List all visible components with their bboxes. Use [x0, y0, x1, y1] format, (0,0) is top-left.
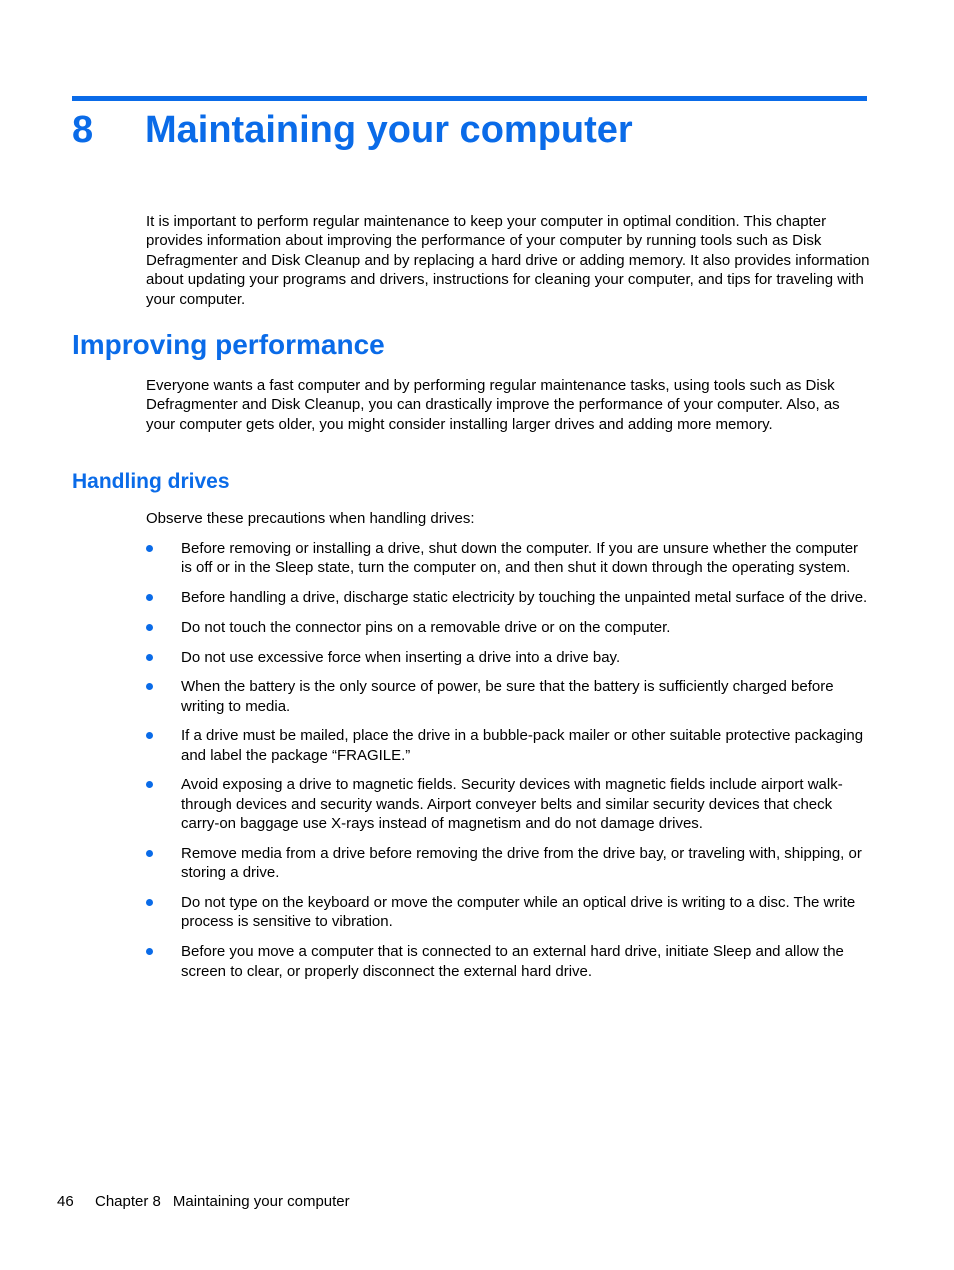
bullet-icon — [146, 683, 153, 690]
list-item — [146, 539, 870, 578]
bullet-icon — [146, 948, 153, 955]
chapter-title: Maintaining your computer — [145, 109, 633, 151]
bullet-icon — [146, 899, 153, 906]
list-item-text: Before handling a drive, discharge static electricity by touching the unpainted metal surface of the drive. — [181, 589, 868, 607]
list-item-text: Remove media from a drive before removing the drive from the drive bay, or traveling with, shipping, or storing a drive. — [181, 844, 862, 882]
list-item — [146, 588, 870, 607]
list-item-text: Before you move a computer that is connected to an external hard drive, initiate Sleep and allow the screen to clear, or properly disconnect the external hard drive. — [181, 943, 844, 980]
list-item-text: Before removing or installing a drive, shut down the computer. If you are unsure whether the computer is off or in the Sleep state, turn the computer on, and then shut it down through the operating system. — [181, 540, 859, 577]
bullet-icon — [146, 594, 153, 601]
list-item — [146, 775, 870, 833]
subsection-heading-handling-drives: Handling drives — [72, 470, 230, 493]
section-paragraph: Everyone wants a fast computer and by performing regular maintenance tasks, using tools such as Disk Defragmenter and Disk Cleanup, you can drastically improve the performance of your computer. Also, as your computer gets older, you might consider installing larger drives and adding more memory. — [146, 377, 840, 433]
bullet-icon — [146, 654, 153, 661]
list-item — [146, 648, 870, 667]
page-number: 46 — [57, 1193, 74, 1210]
list-item — [146, 844, 870, 883]
list-item — [146, 618, 870, 637]
bullet-icon — [146, 545, 153, 552]
list-item-text: If a drive must be mailed, place the drive in a bubble-pack mailer or other suitable protective packaging and label the package “FRAGILE.” — [181, 727, 864, 764]
list-item-text: Do not use excessive force when inserting a drive into a drive bay. — [181, 648, 621, 666]
section-heading-improving-performance: Improving performance — [72, 329, 385, 360]
bullet-icon — [146, 850, 153, 857]
chapter-heading — [72, 106, 633, 154]
list-item — [146, 893, 870, 932]
chapter-intro-paragraph: It is important to perform regular maintenance to keep your computer in optimal condition. This chapter provides information about improving the performance of your computer by running tools such as Disk Defragmenter and Disk Cleanup and by replacing a hard drive or adding memory. It also provides information about updating your programs and drivers, instructions for cleaning your computer, and tips for traveling with your computer. — [146, 213, 870, 308]
chapter-top-rule — [72, 96, 867, 101]
page-footer — [57, 1192, 350, 1211]
list-item-text: Do not type on the keyboard or move the computer while an optical drive is writing to a disc. The write process is sensitive to vibration. — [181, 894, 856, 931]
subsection-lead: Observe these precautions when handling drives: — [146, 510, 475, 527]
list-item — [146, 677, 870, 716]
bullet-icon — [146, 781, 153, 788]
precautions-list — [146, 539, 870, 991]
bullet-icon — [146, 624, 153, 631]
bullet-icon — [146, 732, 153, 739]
footer-chapter-label: Chapter 8 — [95, 1193, 161, 1210]
list-item-text: Do not touch the connector pins on a removable drive or on the computer. — [181, 618, 671, 636]
chapter-number: 8 — [72, 109, 94, 151]
list-item — [146, 726, 870, 765]
list-item-text: When the battery is the only source of power, be sure that the battery is sufficiently charged before writing to media. — [181, 678, 834, 715]
footer-chapter-title: Maintaining your computer — [172, 1193, 350, 1210]
list-item — [146, 942, 870, 981]
list-item-text: Avoid exposing a drive to magnetic fields. Security devices with magnetic fields include airport walk-through devices and security wands. Airport conveyer belts and similar security devices that check carry-on baggage use X-rays instead of magnetism and do not damage drives. — [181, 776, 843, 833]
